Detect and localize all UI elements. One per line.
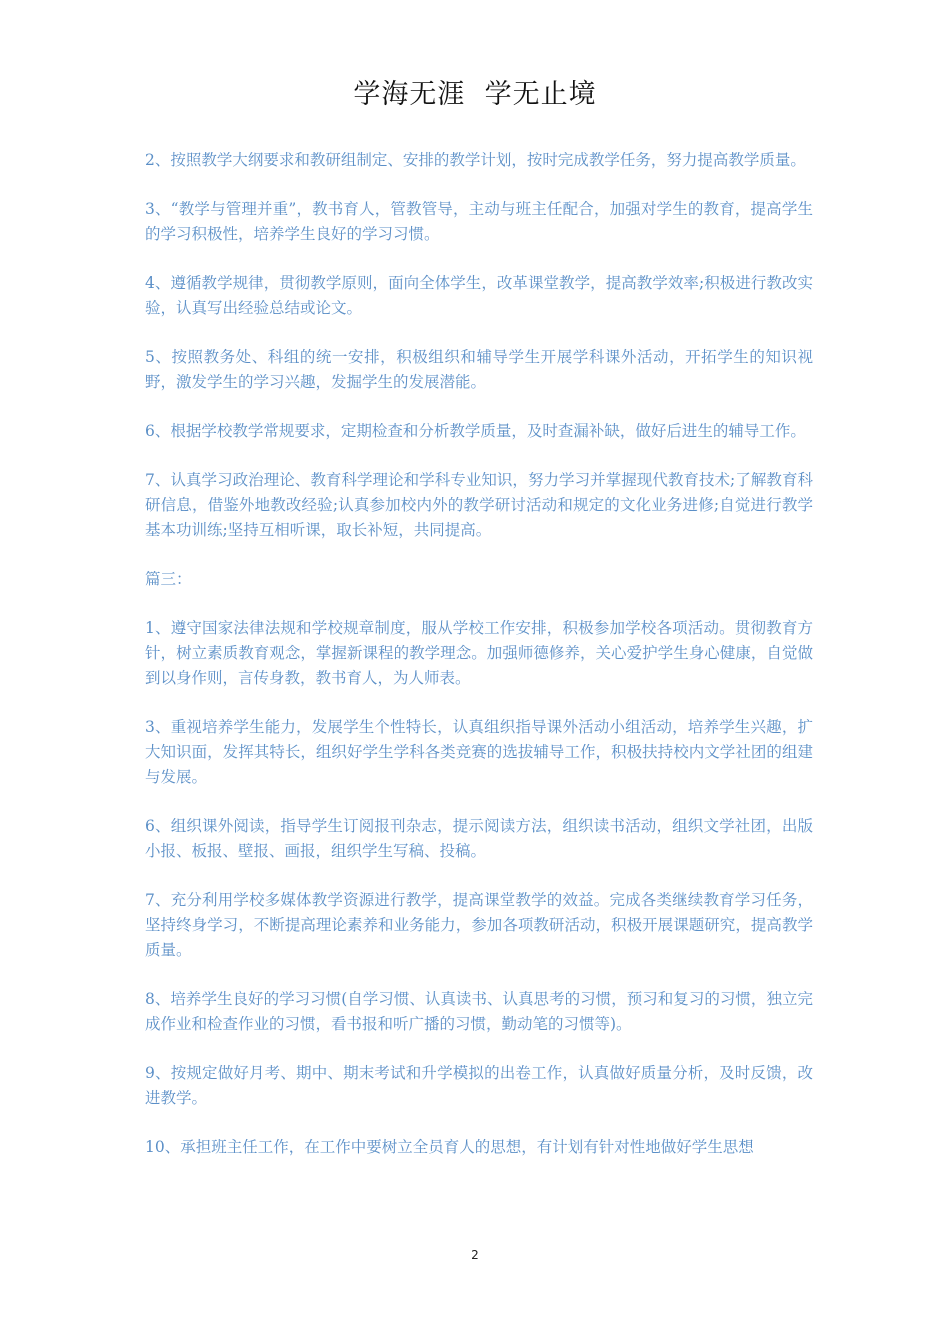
paragraph-part3-item-6: 6、组织课外阅读，指导学生订阅报刊杂志，提示阅读方法，组织读书活动，组织文学社团，出版小报、板报、壁报、画报，组织学生写稿、投稿。 bbox=[145, 817, 813, 860]
paragraph-item-4: 4、遵循教学规律，贯彻教学原则，面向全体学生，改革课堂教学，提高教学效率;积极进行教改实验，认真写出经验总结或论文。 bbox=[145, 274, 813, 317]
paragraph-part3-item-7: 7、充分利用学校多媒体教学资源进行教学，提高课堂教学的效益。完成各类继续教育学习任务，坚持终身学习，不断提高理论素养和业务能力，参加各项教研活动，积极开展课题研究，提高教学质量。 bbox=[145, 891, 813, 959]
paragraph-item-2: 2、按照教学大纲要求和教研组制定、安排的教学计划，按时完成教学任务，努力提高教学质量。 bbox=[145, 151, 806, 169]
paragraph-item-5: 5、按照教务处、科组的统一安排，积极组织和辅导学生开展学科课外活动，开拓学生的知识视野，激发学生的学习兴趣，发掘学生的发展潜能。 bbox=[145, 348, 813, 391]
paragraph-part3-item-10: 10、承担班主任工作，在工作中要树立全员育人的思想，有计划有针对性地做好学生思想 bbox=[145, 1138, 754, 1156]
page-header-title: 学海无涯 学无止境 bbox=[353, 79, 597, 110]
paragraph-item-7: 7、认真学习政治理论、教育科学理论和学科专业知识，努力学习并掌握现代教育技术;了解教育科研信息，借鉴外地教改经验;认真参加校内外的教学研讨活动和规定的文化业务进修;自觉进行教学基本功训练;坚持互相听课，取长补短，共同提高。 bbox=[145, 471, 813, 539]
paragraph-item-3: 3、“教学与管理并重”，教书育人，管教管导，主动与班主任配合，加强对学生的教育，提高学生的学习积极性，培养学生良好的学习习惯。 bbox=[145, 200, 813, 243]
paragraph-item-6: 6、根据学校教学常规要求，定期检查和分析教学质量，及时查漏补缺，做好后进生的辅导工作。 bbox=[145, 422, 806, 440]
paragraph-part3-item-3: 3、重视培养学生能力，发展学生个性特长，认真组织指导课外活动小组活动，培养学生兴趣，扩大知识面，发挥其特长，组织好学生学科各类竞赛的选拔辅导工作，积极扶持校内文学社团的组建与发展。 bbox=[145, 718, 813, 786]
paragraph-part3-item-1: 1、遵守国家法律法规和学校规章制度，服从学校工作安排，积极参加学校各项活动。贯彻教育方针，树立素质教育观念，掌握新课程的教学理念。加强师德修养，关心爱护学生身心健康，自觉做到以身作则，言传身教，教书育人，为人师表。 bbox=[145, 619, 813, 687]
paragraph-part3-item-9: 9、按规定做好月考、期中、期末考试和升学模拟的出卷工作，认真做好质量分析，及时反馈，改进教学。 bbox=[145, 1064, 813, 1107]
page-number: 2 bbox=[471, 1248, 479, 1262]
paragraph-part3-item-8: 8、培养学生良好的学习习惯(自学习惯、认真读书、认真思考的习惯，预习和复习的习惯，独立完成作业和检查作业的习惯，看书报和听广播的习惯，勤动笔的习惯等)。 bbox=[145, 990, 813, 1033]
section-title-part3: 篇三： bbox=[145, 570, 192, 588]
document-body bbox=[145, 148, 813, 1184]
